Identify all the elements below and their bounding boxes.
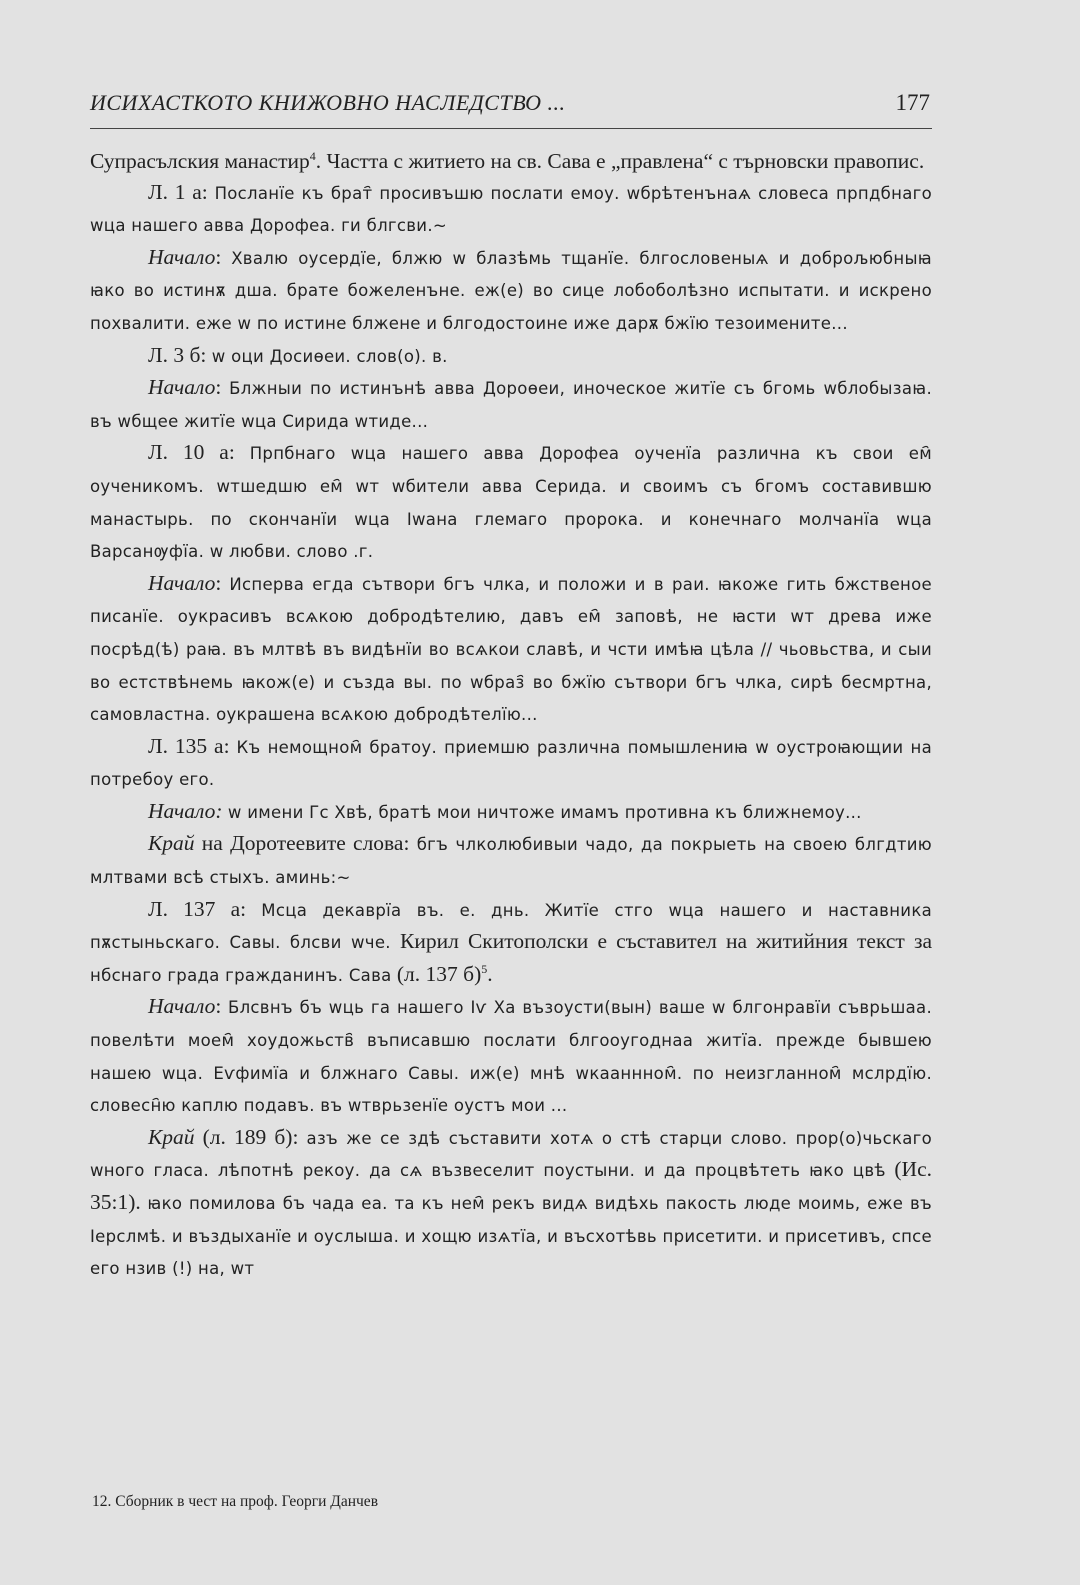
- slavonic-text: w оци Досиѳеи. слов(о). в.: [211, 346, 448, 366]
- incipit-label: Начало: [148, 375, 216, 400]
- paragraph-3: Начало: Хвалю оусердїе, блжю w блазѣмь тщанїе. блгословеныѧ и доброљюбныꙗ ꙗко во истинѫ дша. брате божеленъне. еж(е) во сице лобоболѣзно испытати. и искрено похвалити. еже w по истине блжене и блгодостоине иже дарѫ бжїю тезоимените...: [90, 244, 932, 333]
- paragraph-10: Край на Доротеевите слова: бгъ члколюбивыи чадо, да покрыеть на своею блгдтию млтвами всѣ стыхъ. аминь:~: [90, 831, 932, 888]
- slavonic-text: w имени Гс Хвѣ, братѣ мои ничтоже имамъ противна къ ближнемоу...: [227, 802, 862, 822]
- paragraph-7: Начало: Исперва егда сътвори бгъ члка, и положи и в раи. ꙗкоже гить бжственое писанїе. оукрасивъ всѧкою добродѣтелию, давъ ем҄ заповѣ, не ꙗсти wт древа иже посрѣд(ѣ) раꙗ. въ млтвѣ въ видѣнїи во всѧкои славѣ, и чсти имѣꙗ цѣла // чьовьства, и сыи во естствѣнемь ꙗкож(е) и създа вы. по wбраз҄ во бжїю сътвори бгъ члка, сирѣ бесмртна, самовластна. оукрашена всѧкою добродѣтелїю...: [90, 570, 932, 725]
- page-body: [90, 146, 932, 1285]
- paragraph-13: Край (л. 189 б): азъ же се здѣ съставити хотѧ о стѣ старци слово. прор(о)чьскаго wного гласа. лѣпотнѣ рекоу. да сѧ възвеселит поустыни. и да процвѣтеть ꙗко цвѣ (Ис. 35:1). ꙗко помилова бъ чада еа. та къ нем҄ рекъ видѧ видѣхь пакость люде моимь, еже въ Iерслмѣ. и въздыханїе и оуслыша. и хощю изѧтїа, и въсхотѣвь присетити. и присетивъ, спсе его нзив (!) на, wт: [90, 1124, 932, 1279]
- signature-footer: 12. Сборник в чест на проф. Георги Данчев: [92, 1493, 379, 1510]
- paragraph-4: [90, 340, 932, 373]
- slavonic-text: Прпбнаго wца нашего авва Дорофеа оученїа различна къ свои ем҄ оученикомъ. wтшедшю ем҄ wт wбители авва Серида. и своимъ съ бгомъ составившю манастырь. по скончанїи wца Iwана глемаго пророка. и конечнаго молчанїа wца Варсанѹфїа. w любви. слово .г.: [90, 444, 932, 562]
- incipit-label: Начало: [148, 994, 216, 1019]
- slavonic-text: бгъ члколюбивыи чадо, да покрыеть на своею блгдтию млтвами всѣ стыхъ. аминь:~: [90, 835, 932, 888]
- folio-ref: Л. 137 а:: [148, 896, 262, 921]
- running-header: [90, 88, 932, 129]
- paragraph-5: Начало: Блжныи по истинънѣ авва Дороѳеи, иноческое житїе съ бгомь wблобызаꙗ. въ wбщее житїе wца Сирида wтиде...: [90, 375, 932, 431]
- paragraph-12: Начало: Блсвнъ бъ wць га нашего Iѵ Ха възоусти(вын) ваше w блгонравїи съврьшаа. повелѣти моем҄ хоудожьств҄ въписавшю послати блгооугоднаа житїа. прежде бывшею нашею wца. Еѵфимїа и блжнаго Савы. иж(е) мнѣ wкааннном҄. по неизгланном҄ мслрдїю. словесн҄ю каплю подавъ. въ wтврьзенїе оустъ мои ...: [90, 994, 932, 1116]
- paragraph-9: [90, 796, 932, 829]
- footnote-ref-4: 4: [309, 148, 316, 163]
- folio-ref: Л. 135 а:: [148, 733, 237, 758]
- slavonic-text: Блжныи по истинънѣ авва Дороѳеи, иноческое житїе съ бгомь wблобызаꙗ. въ wбщее житїе wца Сирида wтиде...: [90, 379, 932, 431]
- paragraph-6: [90, 437, 932, 567]
- explicit-label: Край: [148, 831, 195, 856]
- slavonic-text: нбснаго града гражданинъ. Сава: [90, 965, 392, 985]
- paragraph-2: [90, 177, 932, 242]
- slavonic-text: Хвалю оусердїе, блжю w блазѣмь тщанїе. блгословеныѧ и доброљюбныꙗ ꙗко во истинѫ дша. брате божеленъне. еж(е) во сице лобоболѣзно испытати. и искрено похвалити. еже w по истине блжене и блгодостоине иже дарѫ бжїю тезоимените...: [90, 248, 932, 333]
- folio-ref: Л. 10 а:: [148, 440, 250, 465]
- slavonic-text: ꙗко помилова бъ чада еа. та къ нем҄ рекъ видѧ видѣхь пакость люде моимь, еже въ Iерслмѣ. и въздыханїе и оуслыша. и хощю изѧтїа, и въсхотѣвь присетити. и присетивъ, спсе его нзив (!) на, wт: [90, 1194, 932, 1279]
- paragraph-11: Л. 137 а: Мсца декаврїа въ. е. днь. Житїе стго wца нашего и наставника пѫстыньскаго. Савы. блсви wче. Кирил Скитополски е съставител на житийния текст за нбснаго града гражданинъ. Сава (л. 137 б)$^5$.: [90, 896, 932, 986]
- scripture-ref: (Ис. 35:1).: [90, 1157, 932, 1214]
- incipit-label: Начало:: [148, 798, 223, 823]
- slavonic-text: Блсвнъ бъ wць га нашего Iѵ Ха възоусти(вын) ваше w блгонравїи съврьшаа. повелѣти моем҄ хоудожьств҄ въписавшю послати блгооугоднаа житїа. прежде бывшею нашею wца. Еѵфимїа и блжнаго Савы. иж(е) мнѣ wкааннном҄. по неизгланном҄ мслрдїю. словесн҄ю каплю подавъ. въ wтврьзенїе оустъ мои ...: [90, 998, 932, 1116]
- folio-ref: Л. 1 а:: [148, 179, 215, 204]
- slavonic-text: азъ же се здѣ съставити хотѧ о стѣ старци слово. прор(о)чьскаго wного гласа. лѣпотнѣ рекоу. да сѧ възвеселит поустыни. и да процвѣтеть ꙗко цвѣ: [90, 1128, 932, 1181]
- slavonic-text: Мсца декаврїа въ. е. днь. Житїе стго wца нашего и наставника пѫстыньскаго. Савы. блсви wче.: [90, 900, 932, 953]
- footnote-ref-5: 5: [481, 961, 488, 976]
- incipit-label: Начало: [148, 570, 216, 595]
- explicit-label: Край: [148, 1124, 195, 1149]
- slavonic-text: Исперва егда сътвори бгъ члка, и положи и в раи. ꙗкоже гить бжственое писанїе. оукрасивъ всѧкою добродѣтелию, давъ ем҄ заповѣ, не ꙗсти wт древа иже посрѣд(ѣ) раꙗ. въ млтвѣ въ видѣнїи во всѧкои славѣ, и чсти имѣꙗ цѣла // чьовьства, и сыи во естствѣнемь ꙗкож(е) и създа вы. по wбраз҄ во бжїю сътвори бгъ члка, сирѣ бесмртна, самовластна. оукрашена всѧкою добродѣтелїю...: [90, 574, 932, 725]
- paragraph-8: [90, 731, 932, 796]
- running-title: ИСИХАСТКОТО КНИЖОВНО НАСЛЕДСТВО ...: [90, 90, 566, 115]
- paragraph-1: Супрасълския манастир$^4$. Частта с житието на св. Сава е „правлена“ с търновски правопис.: [90, 148, 925, 173]
- page-number: 177: [895, 90, 930, 115]
- slavonic-text: Посланїе къ брат҄ просивъшю послати емоу. wбрѣтенънаѧ словеса прпдбнаго wца нашего авва Дорофеа. ги блгсви.~: [90, 183, 932, 236]
- slavonic-text: Къ немощном҄ братоу. приемшю различна помышлениꙗ w оустроꙗющии на потребоу его.: [90, 737, 932, 790]
- incipit-label: Начало: [148, 244, 216, 269]
- folio-ref: Л. 3 б:: [148, 342, 212, 367]
